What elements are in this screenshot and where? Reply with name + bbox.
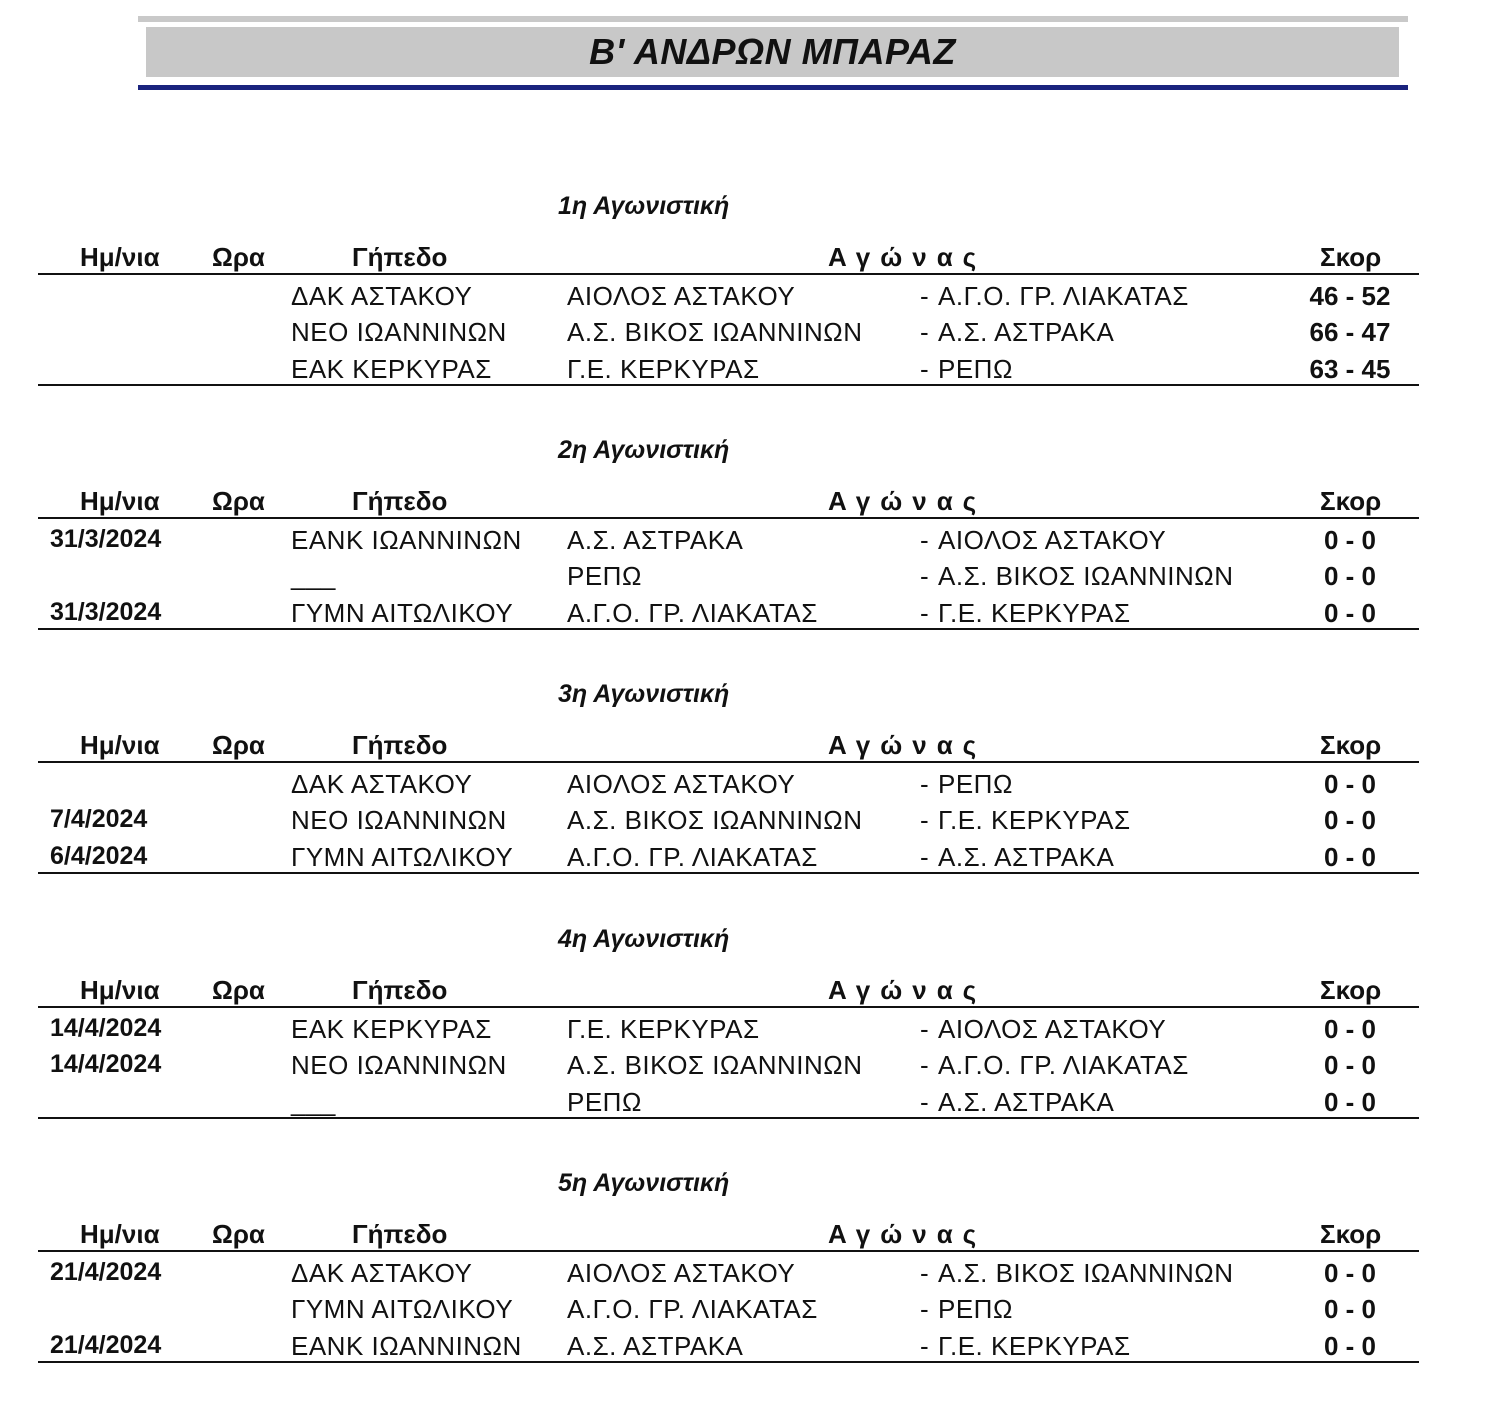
game-home-team: ΑΙΟΛΟΣ ΑΣΤΑΚΟΥ — [567, 769, 796, 799]
round-section — [0, 436, 1500, 636]
game-separator: - — [920, 769, 930, 799]
game-away-team: ΡΕΠΩ — [938, 354, 1013, 384]
game-score: 0 - 0 — [1323, 769, 1377, 799]
game-away-team: Α.Γ.Ο. ΓΡ. ΛΙΑΚΑΤΑΣ — [938, 281, 1189, 311]
game-venue: ___ — [291, 1087, 336, 1117]
header-rule — [38, 517, 1419, 519]
game-away-team: Α.Σ. ΑΣΤΡΑΚΑ — [938, 842, 1115, 872]
game-date: 21/4/2024 — [50, 1258, 162, 1286]
game-home-team: ΑΙΟΛΟΣ ΑΣΤΑΚΟΥ — [567, 1258, 796, 1288]
game-row — [0, 317, 1500, 353]
game-row — [0, 525, 1500, 561]
game-home-team: Α.Γ.Ο. ΓΡ. ΛΙΑΚΑΤΑΣ — [567, 842, 818, 872]
game-away-team: Α.Σ. ΒΙΚΟΣ ΙΩΑΝΝΙΝΩΝ — [938, 561, 1234, 591]
game-score: 0 - 0 — [1323, 1331, 1377, 1361]
round-title: 3η Αγωνιστική — [558, 680, 730, 708]
game-venue: ΓΥΜΝ ΑΙΤΩΛΙΚΟΥ — [291, 598, 514, 628]
game-score: 0 - 0 — [1323, 1258, 1377, 1288]
game-venue: ΕΑΝΚ ΙΩΑΝΝΙΝΩΝ — [291, 1331, 522, 1361]
game-venue: ___ — [291, 561, 336, 591]
header-date: Ημ/νια — [80, 975, 160, 1005]
game-separator: - — [920, 1050, 930, 1080]
header-time: Ωρα — [212, 1219, 265, 1249]
round-section — [0, 680, 1500, 880]
game-away-team: Γ.Ε. ΚΕΡΚΥΡΑΣ — [938, 1331, 1131, 1361]
game-row — [0, 1258, 1500, 1294]
game-venue: ΕΑΚ ΚΕΡΚΥΡΑΣ — [291, 354, 492, 384]
game-score: 63 - 45 — [1309, 354, 1391, 384]
game-venue: ΝΕΟ ΙΩΑΝΝΙΝΩΝ — [291, 1050, 507, 1080]
game-venue: ΝΕΟ ΙΩΑΝΝΙΝΩΝ — [291, 317, 507, 347]
game-score: 0 - 0 — [1323, 842, 1377, 872]
header-venue: Γήπεδο — [352, 730, 448, 760]
round-title: 4η Αγωνιστική — [558, 925, 730, 953]
game-home-team: Α.Σ. ΑΣΤΡΑΚΑ — [567, 525, 744, 555]
round-bottom-rule — [38, 1361, 1419, 1363]
game-home-team: Α.Σ. ΒΙΚΟΣ ΙΩΑΝΝΙΝΩΝ — [567, 317, 863, 347]
game-home-team: Γ.Ε. ΚΕΡΚΥΡΑΣ — [567, 1014, 760, 1044]
game-separator: - — [920, 354, 930, 384]
game-row — [0, 561, 1500, 597]
game-row — [0, 1050, 1500, 1086]
game-score: 0 - 0 — [1323, 561, 1377, 591]
game-venue: ΕΑΝΚ ΙΩΑΝΝΙΝΩΝ — [291, 525, 522, 555]
game-home-team: Α.Γ.Ο. ΓΡ. ΛΙΑΚΑΤΑΣ — [567, 598, 818, 628]
header-rule — [38, 761, 1419, 763]
game-separator: - — [920, 805, 930, 835]
game-row — [0, 1294, 1500, 1330]
game-separator: - — [920, 842, 930, 872]
header-score: Σκορ — [1320, 1219, 1382, 1249]
title-top-rule — [138, 16, 1408, 22]
header-rule — [38, 273, 1419, 275]
round-bottom-rule — [38, 384, 1419, 386]
header-score: Σκορ — [1320, 730, 1382, 760]
game-score: 0 - 0 — [1323, 1087, 1377, 1117]
round-section — [0, 1169, 1500, 1369]
header-score: Σκορ — [1320, 486, 1382, 516]
game-venue: ΔΑΚ ΑΣΤΑΚΟΥ — [291, 1258, 473, 1288]
title-banner — [146, 27, 1399, 77]
game-home-team: ΡΕΠΩ — [567, 561, 642, 591]
game-separator: - — [920, 281, 930, 311]
game-home-team: Α.Γ.Ο. ΓΡ. ΛΙΑΚΑΤΑΣ — [567, 1294, 818, 1324]
game-date: 14/4/2024 — [50, 1014, 162, 1042]
game-separator: - — [920, 1258, 930, 1288]
game-row — [0, 805, 1500, 841]
game-date: 7/4/2024 — [50, 805, 148, 833]
header-venue: Γήπεδο — [352, 1219, 448, 1249]
header-date: Ημ/νια — [80, 730, 160, 760]
title-bottom-rule — [138, 85, 1408, 90]
page-title: Β' ΑΝΔΡΩΝ ΜΠΑΡΑΖ — [589, 31, 956, 72]
header-date: Ημ/νια — [80, 486, 160, 516]
header-date: Ημ/νια — [80, 1219, 160, 1249]
game-separator: - — [920, 1014, 930, 1044]
game-separator: - — [920, 1087, 930, 1117]
game-venue: ΓΥΜΝ ΑΙΤΩΛΙΚΟΥ — [291, 1294, 514, 1324]
header-match: Αγώνας — [828, 975, 987, 1005]
header-score: Σκορ — [1320, 242, 1382, 272]
game-home-team: Α.Σ. ΒΙΚΟΣ ΙΩΑΝΝΙΝΩΝ — [567, 1050, 863, 1080]
header-venue: Γήπεδο — [352, 975, 448, 1005]
round-title: 2η Αγωνιστική — [558, 436, 730, 464]
header-rule — [38, 1250, 1419, 1252]
game-venue: ΔΑΚ ΑΣΤΑΚΟΥ — [291, 769, 473, 799]
game-venue: ΔΑΚ ΑΣΤΑΚΟΥ — [291, 281, 473, 311]
game-score: 0 - 0 — [1323, 1050, 1377, 1080]
game-home-team: Α.Σ. ΑΣΤΡΑΚΑ — [567, 1331, 744, 1361]
game-away-team: Α.Γ.Ο. ΓΡ. ΛΙΑΚΑΤΑΣ — [938, 1050, 1189, 1080]
header-time: Ωρα — [212, 975, 265, 1005]
game-date: 31/3/2024 — [50, 525, 162, 553]
game-separator: - — [920, 598, 930, 628]
game-away-team: Α.Σ. ΒΙΚΟΣ ΙΩΑΝΝΙΝΩΝ — [938, 1258, 1234, 1288]
game-score: 0 - 0 — [1323, 1014, 1377, 1044]
game-score: 0 - 0 — [1323, 598, 1377, 628]
game-away-team: Α.Σ. ΑΣΤΡΑΚΑ — [938, 1087, 1115, 1117]
game-home-team: Γ.Ε. ΚΕΡΚΥΡΑΣ — [567, 354, 760, 384]
game-separator: - — [920, 525, 930, 555]
header-match: Αγώνας — [828, 1219, 987, 1249]
header-time: Ωρα — [212, 486, 265, 516]
header-date: Ημ/νια — [80, 242, 160, 272]
game-separator: - — [920, 1294, 930, 1324]
game-away-team: Α.Σ. ΑΣΤΡΑΚΑ — [938, 317, 1115, 347]
header-venue: Γήπεδο — [352, 242, 448, 272]
game-away-team: ΑΙΟΛΟΣ ΑΣΤΑΚΟΥ — [938, 1014, 1167, 1044]
game-away-team: Γ.Ε. ΚΕΡΚΥΡΑΣ — [938, 805, 1131, 835]
game-away-team: ΡΕΠΩ — [938, 769, 1013, 799]
header-match: Αγώνας — [828, 242, 987, 272]
header-match: Αγώνας — [828, 730, 987, 760]
game-home-team: Α.Σ. ΒΙΚΟΣ ΙΩΑΝΝΙΝΩΝ — [567, 805, 863, 835]
game-date: 31/3/2024 — [50, 598, 162, 626]
game-venue: ΓΥΜΝ ΑΙΤΩΛΙΚΟΥ — [291, 842, 514, 872]
game-home-team: ΑΙΟΛΟΣ ΑΣΤΑΚΟΥ — [567, 281, 796, 311]
header-venue: Γήπεδο — [352, 486, 448, 516]
game-venue: ΝΕΟ ΙΩΑΝΝΙΝΩΝ — [291, 805, 507, 835]
game-score: 0 - 0 — [1323, 1294, 1377, 1324]
game-away-team: Γ.Ε. ΚΕΡΚΥΡΑΣ — [938, 598, 1131, 628]
round-bottom-rule — [38, 628, 1419, 630]
round-bottom-rule — [38, 1117, 1419, 1119]
round-section — [0, 925, 1500, 1125]
game-score: 0 - 0 — [1323, 805, 1377, 835]
game-separator: - — [920, 1331, 930, 1361]
game-away-team: ΑΙΟΛΟΣ ΑΣΤΑΚΟΥ — [938, 525, 1167, 555]
game-separator: - — [920, 561, 930, 591]
game-row — [0, 769, 1500, 805]
game-venue: ΕΑΚ ΚΕΡΚΥΡΑΣ — [291, 1014, 492, 1044]
game-score: 0 - 0 — [1323, 525, 1377, 555]
header-score: Σκορ — [1320, 975, 1382, 1005]
game-date: 14/4/2024 — [50, 1050, 162, 1078]
round-bottom-rule — [38, 872, 1419, 874]
game-away-team: ΡΕΠΩ — [938, 1294, 1013, 1324]
game-score: 46 - 52 — [1309, 281, 1391, 311]
game-row — [0, 281, 1500, 317]
round-title: 5η Αγωνιστική — [558, 1169, 730, 1197]
header-match: Αγώνας — [828, 486, 987, 516]
round-title: 1η Αγωνιστική — [558, 192, 730, 220]
game-separator: - — [920, 317, 930, 347]
header-time: Ωρα — [212, 730, 265, 760]
game-date: 21/4/2024 — [50, 1331, 162, 1359]
header-rule — [38, 1006, 1419, 1008]
game-row — [0, 1014, 1500, 1050]
game-score: 66 - 47 — [1309, 317, 1391, 347]
round-section — [0, 192, 1500, 392]
header-time: Ωρα — [212, 242, 265, 272]
game-date: 6/4/2024 — [50, 842, 148, 870]
game-home-team: ΡΕΠΩ — [567, 1087, 642, 1117]
